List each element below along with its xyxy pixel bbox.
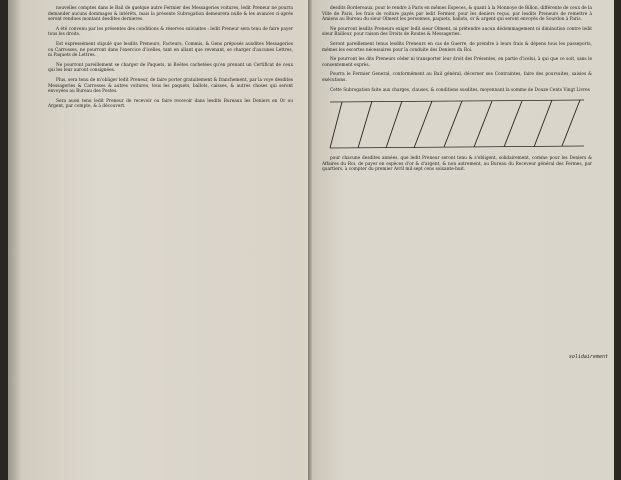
crossed-out-blank-area: [322, 96, 592, 152]
left-paragraph-1: nouvelles comptes dans le Bail de quelque autre Fermier des Messageries voitures, ledit Preneur ne pourra demander aucuns dommages & intérêts, mais la présente Subrogation demeurera nulle & les avances ci-après seront rendues montant desdites dernieres.: [48, 6, 293, 23]
page-edge-shadow: [8, 0, 22, 480]
right-page-text-column: [322, 6, 592, 176]
right-paragraph-4: Ne pourront les dits Preneurs céder ni transporter leur droit des Présentes, en partie d'icelui, à qui que ce soit, sans le consentement exprès.: [322, 57, 592, 68]
strike-lines: [322, 96, 592, 152]
right-paragraph-1: desdits Bordereaux, pour le rendre à Paris en mêmes Especes, & quant à la Monnoye de Billon, différente de ceux de la Ville de Paris, les frais de voiture payés par ledit Fermier, pour les deniers reçus, par lesdits Preneurs de remettre à Amiens au Bureau du sieur Olment les personnes, paquets, ballots, or & argent qui seront envoyés de Sourdon à Paris.: [322, 6, 592, 23]
right-page: [308, 0, 614, 480]
right-closing-paragraph: pour chacune desdites années, que ledit Preneur seront tenu & s'obligent, solidairement, comme pour les Deniers & Affaires du Roi, de payer en espèces d'or & d'argent, & non autrement, au Bureau du Receveur général des Fermes, par quartiers, à compter du premier Avril mil sept cens soixante-huit.: [322, 156, 592, 173]
left-page-text-column: [48, 6, 293, 113]
left-paragraph-5: Plus, sera tenu de m'obliger ledit Preneur, de faire porter gratuitement & franchement, par la voye desdites Messageries & Carrosses & autres voitures, tous les paquets, ballots, caisses, & autres choses qui seront envoyées au Bureau des Postes.: [48, 77, 293, 95]
right-paragraph-6: [322, 88, 592, 94]
book-gutter: [308, 0, 312, 480]
left-paragraph-2: A été convenu par les présentes des conditions & réserves suivantes : ledit Preneur sera tenu de faire payer tous les droits.: [48, 26, 293, 38]
right-paragraph-3: Seront pareillement tenus lesdits Preneurs en cas de Guerre, de prendre à leurs frais & dépens tous les passeports, mémes les escortes nécessaires pour la conduite des Deniers du Roi.: [322, 41, 592, 53]
left-paragraph-3: Est expressément stipulé que lesdits Preneurs, Facteurs, Commis, & Gens préposés auxdites Messageries ou Carrosses, ne pourront dans l'exercice d'icelles, tant en allant que revenant, se charger d'aucunes Lettres, ni Paquets de Lettres.: [48, 41, 293, 59]
left-page: [8, 0, 308, 480]
right-paragraph-2: Ne pourront lesdits Preneurs exiger ledit sieur Olment, ni prétendre aucun dédommagement ni diminution contre ledit sieur Bailleur, pour raison des Droits de Routes & Messageries.: [322, 26, 592, 38]
left-paragraph-6: Sera aussi tenu ledit Preneur de recevoir ou faire recevoir dans lesdits Bureaux les Deniers en Or ou Argent, par compte, & à découvert.: [48, 98, 293, 110]
left-paragraph-4: Ne pourront pareillement se charger de Paquets, ni Boëtes cachetées qu'en prenant un Certificat de ceux qui les leur auront consignées.: [48, 62, 293, 74]
right-paragraph-5: Pourra le Fermier General, conformément au Bail général, décerner ses Contraintes, faire des poursuites, saisies & exécutions.: [322, 72, 592, 83]
handwritten-signature: solidairement: [568, 354, 608, 360]
subrogation-clause: Cette Subrogation faite aux charges, clauses, & conditions susdites, moyennant la somme de Douze Cents Vingt Livres: [330, 87, 590, 93]
document-spread: [8, 0, 614, 480]
